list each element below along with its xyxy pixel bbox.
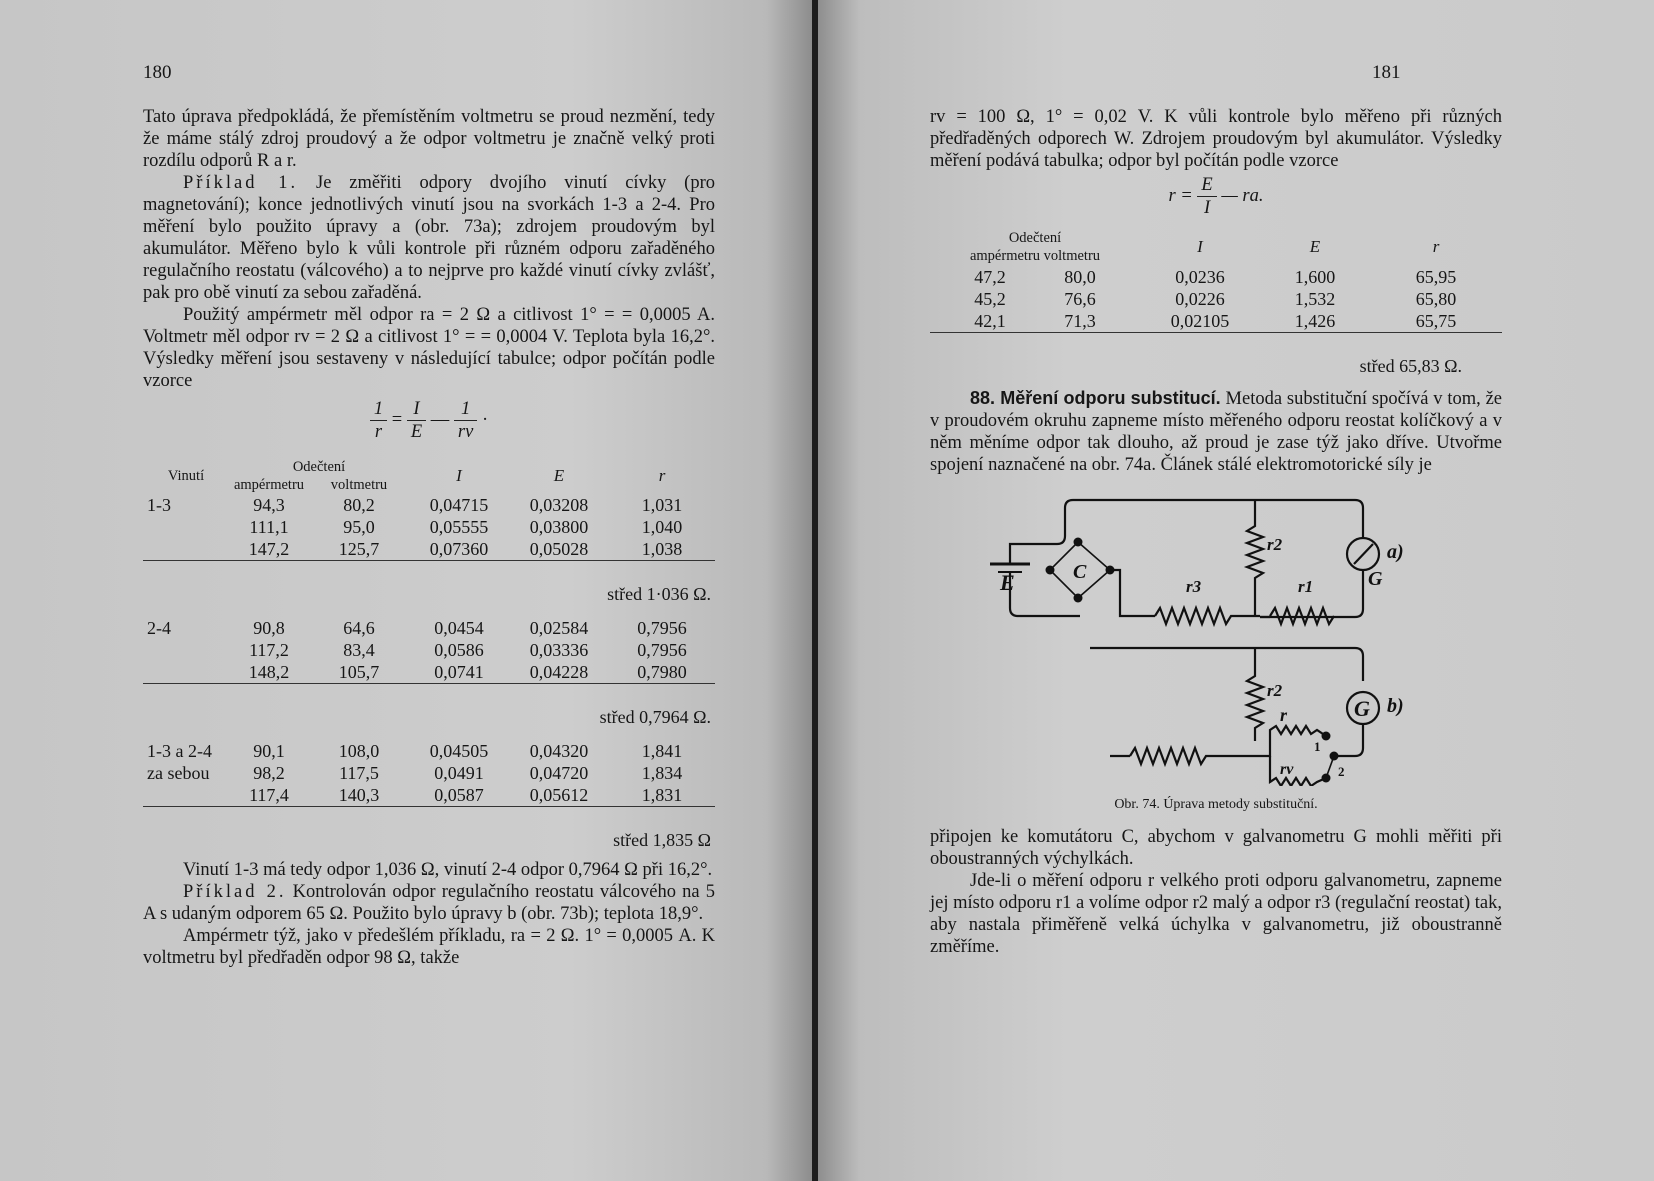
readings-cell <box>930 310 1140 333</box>
example-text: Kontrolován odpor regulačního reostatu válcového na 5 A s udaným odporem 65 Ω. Použito bylo úpravy b (obr. 73b); teplota 18,9°. <box>143 882 715 924</box>
label-2: 2 <box>1338 764 1345 779</box>
formula-end: · <box>481 409 489 430</box>
col-header-r: r <box>658 466 666 485</box>
example-2 <box>143 881 715 925</box>
col-header-odecteni <box>930 228 1140 266</box>
readings-cell <box>930 288 1140 310</box>
volt-reading: 76,6 <box>1064 289 1096 309</box>
paragraph: Tato úprava předpokládá, že přemístěním voltmetru se proud nezmění, tedy že máme stálý zdroj proudový a že odpor voltmetru je značně velký proti rozdílu odporů R a r. <box>143 107 715 171</box>
denominator: r <box>374 422 383 442</box>
fraction <box>454 398 477 443</box>
voltage-value: 0,05612 <box>529 785 589 805</box>
label-r2: r2 <box>1267 535 1283 554</box>
col-header-E: E <box>1309 237 1321 256</box>
mean-row <box>930 355 1502 377</box>
col-header-volt: voltmetru <box>330 477 388 493</box>
voltage-value: 0,04720 <box>529 763 589 783</box>
label-r: r <box>1280 705 1288 725</box>
current-value: 0,07360 <box>429 539 489 559</box>
formula-lhs: r = <box>1168 185 1193 206</box>
page-number-left: 180 <box>143 62 172 83</box>
resistance-value: 1,031 <box>641 495 683 515</box>
table-rule <box>143 807 715 830</box>
current-value: 0,04505 <box>429 741 489 761</box>
denominator: rv <box>457 422 474 442</box>
resistance-value: 1,831 <box>641 785 683 805</box>
example-label: Příklad 2. <box>183 882 287 902</box>
table-row <box>143 762 715 784</box>
label-G-b: G <box>1354 696 1370 721</box>
rule-cell <box>143 807 715 830</box>
rule-cell <box>143 561 715 584</box>
volt-reading: 83,4 <box>343 640 375 660</box>
fraction <box>370 398 387 443</box>
label-G: G <box>1368 568 1383 590</box>
example-text: Je změřiti odpory dvojího vinutí cívky (pro magnetování); konce jednotlivých vinutí jsou na svorkách 1-3 a 2-4. Pro měření bylo použito úpravy a (obr. 73a); zdrojem proudovým byl akumulátor. Měřeno bylo k vůli kontrole při různém odporu zařaděného regulačního reostatu (válcového) a to nejprve pro každé vinutí cívky zvlášť, pak pro obě vinutí za sebou zařaděná. <box>143 173 715 303</box>
fraction <box>1197 174 1216 219</box>
volt-reading: 71,3 <box>1064 311 1096 331</box>
section-title: 88. Měření odporu substitucí. <box>970 388 1221 408</box>
header-line: ampérmetru voltmetru <box>969 248 1101 264</box>
table-row <box>143 538 715 561</box>
row-label: 2-4 <box>147 618 171 638</box>
voltage-value: 0,05028 <box>529 539 589 559</box>
volt-reading: 64,6 <box>343 618 375 638</box>
current-value: 0,04715 <box>429 495 489 515</box>
results-table-2 <box>930 228 1502 377</box>
current-value: 0,02105 <box>1170 311 1230 331</box>
volt-reading: 80,0 <box>1064 267 1096 287</box>
col-header-vinuti: Vinutí <box>167 468 205 484</box>
volt-reading: 105,7 <box>338 662 380 682</box>
spacer-cell <box>143 728 715 740</box>
current-value: 0,0454 <box>434 618 484 638</box>
example-1 <box>143 172 715 304</box>
volt-reading: 80,2 <box>343 495 375 515</box>
table-row <box>930 266 1502 288</box>
volt-reading: 95,0 <box>343 517 375 537</box>
row-label <box>143 516 229 538</box>
row-label <box>143 784 229 807</box>
right-page <box>818 0 1654 1181</box>
table-row <box>143 494 715 516</box>
resistance-value: 1,038 <box>641 539 683 559</box>
paragraph: rv = 100 Ω, 1° = 0,02 V. K vůli kontrole bylo měřeno při různých předřaděných odporech W. Zdrojem proudovým byl akumulátor. Výsledky měření podává tabulka; odpor byl počítán podle vzorce <box>930 107 1502 171</box>
formula-reciprocal <box>143 398 715 452</box>
amp-reading: 45,2 <box>974 289 1006 309</box>
label-r1: r1 <box>1298 577 1314 596</box>
current-value: 0,0491 <box>434 763 484 783</box>
current-value: 0,0587 <box>434 785 484 805</box>
row-label <box>143 661 229 684</box>
amp-reading: 47,2 <box>974 267 1006 287</box>
resistance-value: 0,7956 <box>637 618 687 638</box>
numerator: E <box>1197 174 1216 197</box>
mean-row <box>143 829 715 851</box>
volt-reading: 108,0 <box>338 741 380 761</box>
resistance-value: 1,841 <box>641 741 683 761</box>
row-label <box>143 639 229 661</box>
col-header-I: I <box>1197 237 1203 256</box>
label-r2-b: r2 <box>1267 681 1283 700</box>
example-label: Příklad 1. <box>183 173 299 193</box>
amp-reading: 147,2 <box>248 539 290 559</box>
amp-reading: 117,4 <box>249 785 289 805</box>
left-page <box>0 0 815 1181</box>
row-label: 1-3 <box>147 495 171 515</box>
resistance-value: 0,7956 <box>637 640 687 660</box>
mean-row <box>143 706 715 728</box>
resistance-value: 65,75 <box>1415 311 1457 331</box>
paragraph: Ampérmetr týž, jako v předešlém příkladu, ra = 2 Ω. 1° = 0,0005 A. K voltmetru byl předřaděn odpor 98 Ω, takže <box>143 926 715 968</box>
volt-reading: 125,7 <box>338 539 380 559</box>
volt-reading: 117,5 <box>339 763 379 783</box>
table-row <box>930 310 1502 333</box>
denominator: E <box>410 422 423 442</box>
formula-rest: — ra. <box>1221 185 1264 206</box>
mean-value: střed 1·036 Ω. <box>607 584 711 604</box>
header-line: Odečtení <box>1008 230 1062 246</box>
resistance-value: 65,95 <box>1415 267 1457 287</box>
col-header-r: r <box>1432 237 1440 256</box>
amp-reading: 42,1 <box>974 311 1006 331</box>
mean-value: střed 1,835 Ω <box>613 830 711 850</box>
page-number-right: 181 <box>1372 62 1401 83</box>
current-value: 0,0586 <box>434 640 484 660</box>
rule-cell <box>930 333 1502 356</box>
spacer-cell <box>143 605 715 617</box>
volt-reading: 140,3 <box>338 785 380 805</box>
figure-caption: Obr. 74. Úprava metody substituční. <box>1114 797 1318 812</box>
spacer-row <box>143 605 715 617</box>
voltage-value: 1,532 <box>1294 289 1336 309</box>
section-text: Metoda substituční spočívá v tom, že v proudovém okruhu zapneme místo měřeného odporu reostat kolíčkový a v něm měníme odpor tak dlouho, až proud je zase týž jako dříve. Utvořme spojení naznačené na obr. 74a. Článek stálé elektromotorické síly je <box>930 389 1503 475</box>
table-1-body <box>143 494 715 851</box>
resistance-value: 0,7980 <box>637 662 687 682</box>
table-row <box>930 288 1502 310</box>
amp-reading: 148,2 <box>248 662 290 682</box>
table-rule <box>143 561 715 584</box>
table-rule <box>143 684 715 707</box>
current-value: 0,0226 <box>1175 289 1225 309</box>
amp-reading: 90,8 <box>253 618 285 638</box>
resistance-value: 65,80 <box>1415 289 1457 309</box>
voltage-value: 1,600 <box>1294 267 1336 287</box>
voltage-value: 0,03336 <box>529 640 589 660</box>
amp-reading: 117,2 <box>249 640 289 660</box>
amp-reading: 98,2 <box>253 763 285 783</box>
table-2-body <box>930 266 1502 377</box>
table-row <box>143 784 715 807</box>
left-column <box>143 106 715 969</box>
label-r3: r3 <box>1186 577 1202 596</box>
rule-cell <box>143 684 715 707</box>
col-header-amp: ampérmetru <box>233 477 305 493</box>
voltage-value: 0,02584 <box>529 618 589 638</box>
row-label: za sebou <box>147 763 210 783</box>
numerator: 1 <box>454 398 477 421</box>
voltage-value: 0,04228 <box>529 662 589 682</box>
col-header-E: E <box>553 466 565 485</box>
amp-reading: 90,1 <box>253 741 285 761</box>
readings-cell <box>930 266 1140 288</box>
minus-sign: — <box>430 409 450 430</box>
table-row <box>143 617 715 639</box>
equals-sign: = <box>391 409 403 430</box>
mean-value: střed 0,7964 Ω. <box>599 707 711 727</box>
label-C: C <box>1073 561 1087 583</box>
right-column <box>930 106 1502 958</box>
paragraph: Jde-li o měření odporu r velkého proti odporu galvanometru, zapneme jej místo odporu r1 a volíme odpor r2 malý a odpor r3 (regulační reostat) tak, aby nastala přiměřeně velká úchylka v galvanometru, již oboustranně změříme. <box>930 871 1502 957</box>
label-E: E <box>1000 570 1015 595</box>
table-row <box>143 639 715 661</box>
row-label: 1-3 a 2-4 <box>147 741 212 761</box>
resistance-value: 1,834 <box>641 763 683 783</box>
table-row <box>143 661 715 684</box>
numerator: 1 <box>370 398 387 421</box>
mean-row <box>143 583 715 605</box>
col-header-odecteni: Odečtení <box>292 459 346 475</box>
current-value: 0,0236 <box>1175 267 1225 287</box>
paragraph: Vinutí 1-3 má tedy odpor 1,036 Ω, vinutí 2-4 odpor 0,7964 Ω při 16,2°. <box>183 860 713 880</box>
label-b: b) <box>1387 695 1404 717</box>
label-a: a) <box>1387 541 1404 563</box>
resistance-value: 1,040 <box>641 517 683 537</box>
mean-value: střed 65,83 Ω. <box>1359 356 1462 376</box>
label-rv: rv <box>1280 761 1294 778</box>
voltage-value: 0,04320 <box>529 741 589 761</box>
results-table-1 <box>143 458 715 851</box>
amp-reading: 111,1 <box>249 517 289 537</box>
table-row <box>143 516 715 538</box>
table-row <box>143 740 715 762</box>
numerator: I <box>407 398 426 421</box>
row-label <box>143 538 229 561</box>
fraction <box>407 398 426 443</box>
section-88 <box>930 387 1502 476</box>
circuit-figure <box>930 486 1502 786</box>
voltage-value: 0,03800 <box>529 517 589 537</box>
formula-substitution <box>930 174 1502 222</box>
amp-reading: 94,3 <box>253 495 285 515</box>
voltage-value: 0,03208 <box>529 495 589 515</box>
voltage-value: 1,426 <box>1294 311 1336 331</box>
current-value: 0,05555 <box>429 517 489 537</box>
paragraph: připojen ke komutátoru C, abychom v galvanometru G mohli měřiti při oboustranných výchylkách. <box>930 827 1502 869</box>
current-value: 0,0741 <box>434 662 484 682</box>
spacer-row <box>143 728 715 740</box>
table-rule <box>930 333 1502 356</box>
paragraph: Použitý ampérmetr měl odpor ra = 2 Ω a citlivost 1° = = 0,0005 A. Voltmetr měl odpor rv = 2 Ω a citlivost 1° = = 0,0004 V. Teplota byla 16,2°. Výsledky měření jsou sestaveny v následující tabulce; odpor počítán podle vzorce <box>143 305 715 391</box>
label-1: 1 <box>1314 739 1321 754</box>
denominator: I <box>1203 198 1211 218</box>
col-header-I: I <box>456 466 462 485</box>
